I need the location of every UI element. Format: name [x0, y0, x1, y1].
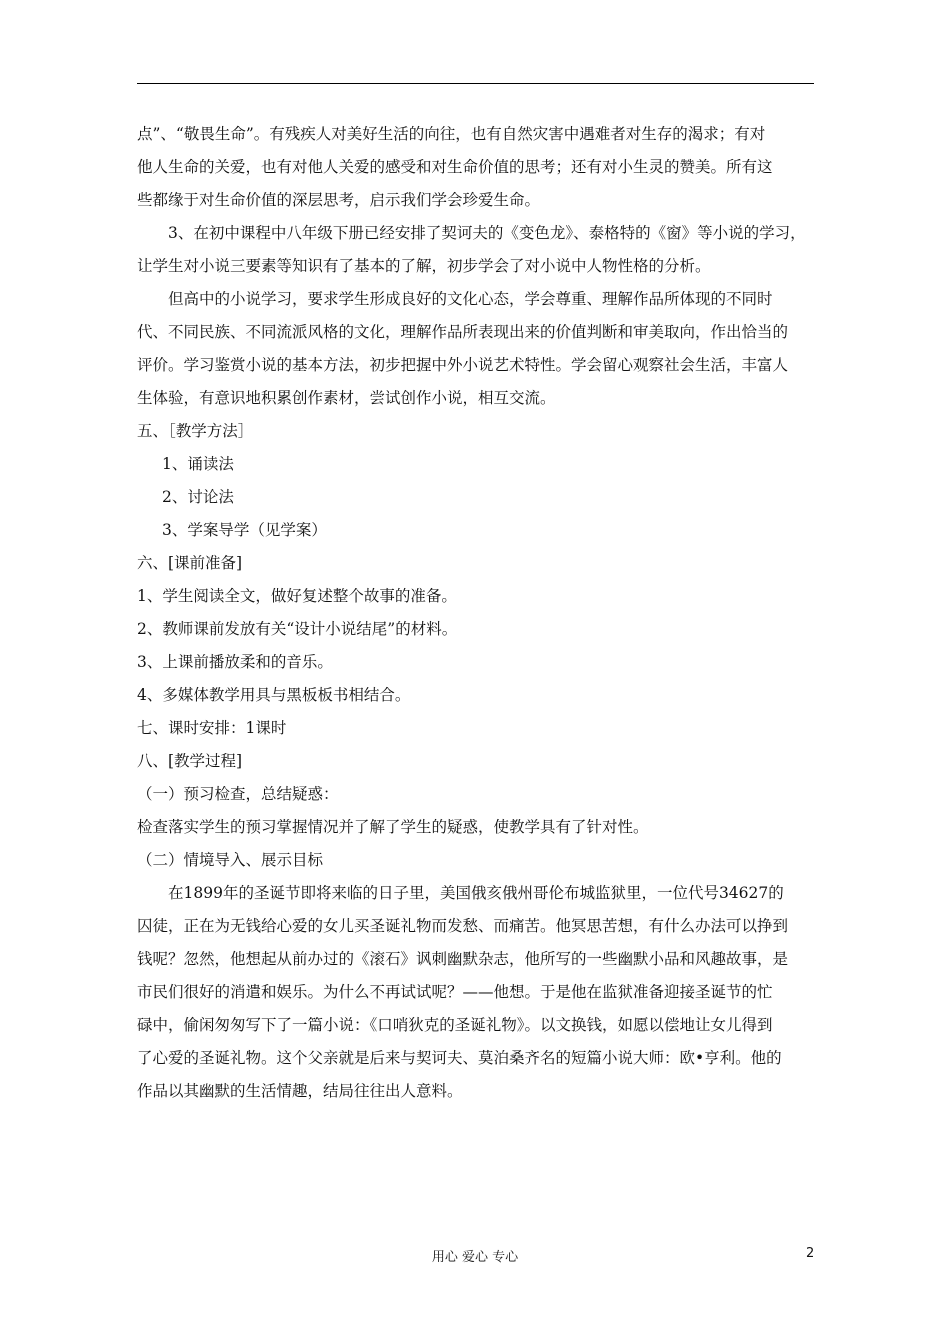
- text-line: 在1899年的圣诞节即将来临的日子里，美国俄亥俄州哥伦布城监狱里，一位代号34627的: [168, 884, 784, 902]
- text-line: 点”、“敬畏生命”。有残疾人对美好生活的向往，也有自然灾害中遇难者对生存的渴求；有对: [137, 125, 766, 143]
- text-line: 4、多媒体教学用具与黑板板书相结合。: [137, 686, 411, 704]
- text-line: 五、［教学方法］: [137, 422, 254, 440]
- text-line: 他人生命的关爱，也有对他人关爱的感受和对生命价值的思考；还有对小生灵的赞美。所有这: [137, 158, 773, 176]
- text-line: 代、不同民族、不同流派风格的文化，理解作品所表现出来的价值判断和审美取向，作出恰当的: [137, 323, 789, 341]
- text-line: 1、诵读法: [162, 455, 234, 473]
- text-line: 钱呢？忽然，他想起从前办过的《滚石》讽刺幽默杂志，他所写的一些幽默小品和风趣故事，是: [137, 950, 789, 968]
- text-line: 了心爱的圣诞礼物。这个父亲就是后来与契诃夫、莫泊桑齐名的短篇小说大师：欧•亨利。他的: [137, 1049, 782, 1067]
- text-line: 些都缘于对生命价值的深层思考，启示我们学会珍爱生命。: [137, 191, 541, 209]
- text-line: （一）预习检查，总结疑惑：: [137, 785, 339, 803]
- text-line: 八、[教学过程]: [137, 752, 243, 770]
- text-line: 1、学生阅读全文，做好复述整个故事的准备。: [137, 587, 457, 605]
- text-line: 但高中的小说学习，要求学生形成良好的文化心态，学会尊重、理解作品所体现的不同时: [168, 290, 773, 308]
- text-line: 六、[课前准备]: [137, 554, 243, 572]
- text-line: 让学生对小说三要素等知识有了基本的了解，初步学会了对小说中人物性格的分析。: [137, 257, 711, 275]
- header-rule: [137, 83, 814, 84]
- text-line: 3、在初中课程中八年级下册已经安排了契诃夫的《变色龙》、泰格特的《窗》等小说的学习，: [168, 224, 806, 242]
- text-line: 七、课时安排：1课时: [137, 719, 287, 737]
- text-line: 3、学案导学（见学案）: [162, 521, 327, 539]
- page-number: 2: [806, 1246, 815, 1261]
- text-line: 市民们很好的消遣和娱乐。为什么不再试试呢？——他想。于是他在监狱准备迎接圣诞节的忙: [137, 983, 773, 1001]
- text-line: 碌中，偷闲匆匆写下了一篇小说：《口哨狄克的圣诞礼物》。以文换钱，如愿以偿地让女儿得到: [137, 1016, 773, 1034]
- text-line: 评价。学习鉴赏小说的基本方法，初步把握中外小说艺术特性。学会留心观察社会生活，丰富人: [137, 356, 789, 374]
- document-body: [137, 118, 814, 1108]
- text-line: 2、教师课前发放有关“设计小说结尾”的材料。: [137, 620, 458, 638]
- text-line: 生体验，有意识地积累创作素材，尝试创作小说，相互交流。: [137, 389, 556, 407]
- text-line: 检查落实学生的预习掌握情况并了解了学生的疑惑，使教学具有了针对性。: [137, 818, 649, 836]
- text-line: 囚徒，正在为无钱给心爱的女儿买圣诞礼物而发愁、而痛苦。他冥思苦想，有什么办法可以挣到: [137, 917, 789, 935]
- text-line: （二）情境导入、展示目标: [137, 851, 324, 869]
- footer-slogan: 用心 爱心 专心: [431, 1250, 519, 1265]
- text-line: 2、讨论法: [162, 488, 234, 506]
- text-line: 3、上课前播放柔和的音乐。: [137, 653, 333, 671]
- text-line: 作品以其幽默的生活情趣，结局往往出人意料。: [137, 1082, 463, 1100]
